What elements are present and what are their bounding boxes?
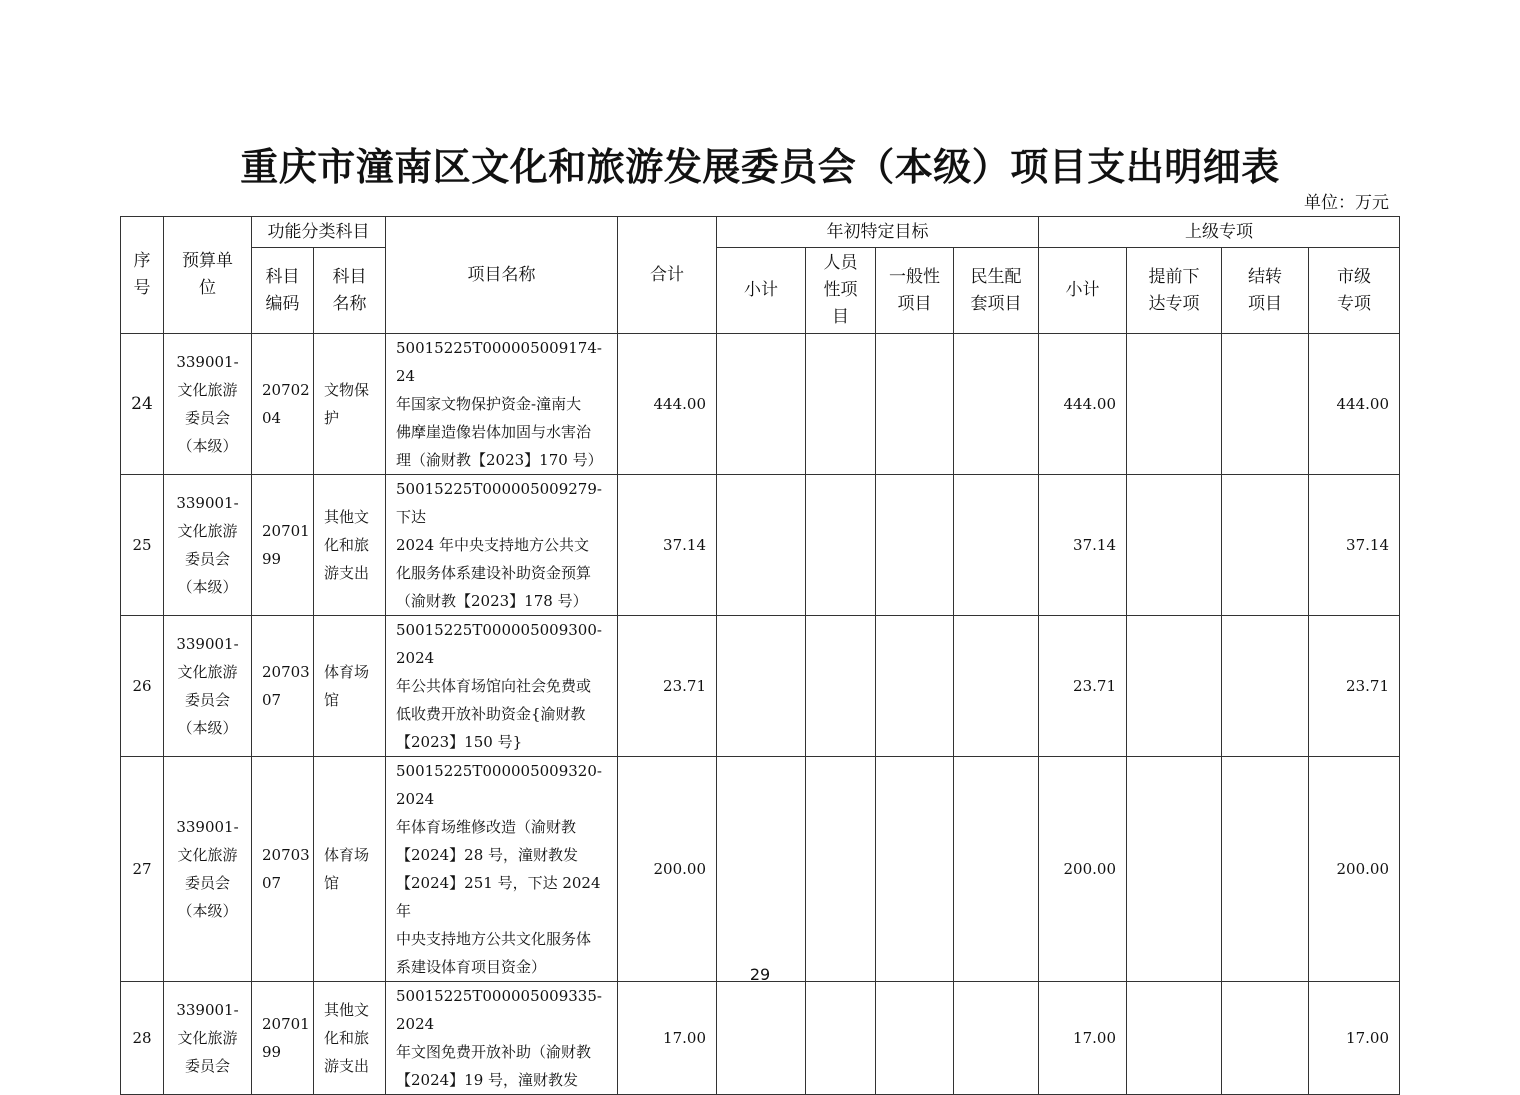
cell-city: 23.71 (1309, 616, 1400, 757)
cell-seq: 26 (121, 616, 164, 757)
header-city: 市级专项 (1309, 248, 1400, 334)
cell-project-line: 年国家文物保护资金-潼南大 (396, 395, 582, 413)
header-target-group: 年初特定目标 (717, 217, 1039, 248)
cell-city: 17.00 (1309, 982, 1400, 1095)
cell-personnel (806, 982, 876, 1095)
cell-project (386, 334, 618, 475)
cell-livelihood (954, 982, 1039, 1095)
cell-code-line: 07 (262, 874, 282, 892)
cell-code-line: 20701 (262, 1015, 310, 1033)
cell-subtotal (717, 757, 806, 982)
cell-unit-line: 文化旅游 (177, 663, 238, 681)
cell-name-line: 游支出 (324, 564, 370, 582)
cell-project-line: 50015225T000005009335-2024 (396, 987, 602, 1033)
cell-code-line: 20703 (262, 846, 310, 864)
cell-seq: 28 (121, 982, 164, 1095)
header-subtotal: 小计 (717, 248, 806, 334)
cell-total: 444.00 (618, 334, 717, 475)
cell-code (252, 475, 314, 616)
header-unit: 预算单位 (164, 217, 252, 334)
cell-advance (1127, 982, 1222, 1095)
cell-sup-subtotal: 37.14 (1039, 475, 1127, 616)
cell-name-line: 体育场 (324, 846, 370, 864)
cell-subtotal (717, 475, 806, 616)
cell-carryover (1222, 475, 1309, 616)
cell-unit-line: 339001- (176, 1001, 239, 1019)
cell-city: 200.00 (1309, 757, 1400, 982)
cell-livelihood (954, 475, 1039, 616)
cell-advance (1127, 616, 1222, 757)
cell-name (314, 616, 386, 757)
cell-livelihood (954, 616, 1039, 757)
cell-seq: 25 (121, 475, 164, 616)
header-personnel: 人员性项目 (806, 248, 876, 334)
cell-general (876, 982, 954, 1095)
cell-unit (164, 616, 252, 757)
cell-city: 37.14 (1309, 475, 1400, 616)
expenditure-table (120, 216, 1400, 1095)
cell-name-line: 馆 (324, 874, 340, 892)
cell-unit-line: 339001- (176, 818, 239, 836)
cell-name-line: 化和旅 (324, 1029, 370, 1047)
cell-name-line: 馆 (324, 691, 340, 709)
page-number: 29 (749, 965, 771, 984)
cell-project (386, 982, 618, 1095)
cell-project-line: 年文图免费开放补助（渝财教 (396, 1043, 592, 1061)
cell-carryover (1222, 757, 1309, 982)
cell-unit-line: 339001- (176, 353, 239, 371)
cell-sup-subtotal: 200.00 (1039, 757, 1127, 982)
header-superior-group: 上级专项 (1039, 217, 1400, 248)
header-total: 合计 (618, 217, 717, 334)
cell-unit-line: 339001- (176, 635, 239, 653)
cell-project-line: （渝财教【2023】178 号） (396, 592, 588, 610)
header-sup-subtotal: 小计 (1039, 248, 1127, 334)
cell-project (386, 475, 618, 616)
cell-project (386, 757, 618, 982)
cell-unit-line: 委员会 (184, 1057, 230, 1075)
cell-name (314, 334, 386, 475)
table-row (121, 616, 1400, 757)
header-project: 项目名称 (386, 217, 618, 334)
cell-project-line: 佛摩崖造像岩体加固与水害治 (396, 423, 592, 441)
cell-project (386, 616, 618, 757)
cell-project-line: 【2024】19 号，潼财教发 (396, 1071, 579, 1089)
cell-unit-line: 文化旅游 (177, 522, 238, 540)
cell-total: 23.71 (618, 616, 717, 757)
cell-total: 37.14 (618, 475, 717, 616)
cell-project-line: 中央支持地方公共文化服务体 (396, 930, 592, 948)
header-livelihood: 民生配套项目 (954, 248, 1039, 334)
cell-project-line: 年公共体育场馆向社会免费或 (396, 677, 592, 695)
cell-name (314, 982, 386, 1095)
table-row (121, 757, 1400, 982)
cell-subtotal (717, 982, 806, 1095)
cell-name-line: 文物保 (324, 381, 370, 399)
header-func-group: 功能分类科目 (252, 217, 386, 248)
cell-unit (164, 982, 252, 1095)
cell-sup-subtotal: 23.71 (1039, 616, 1127, 757)
cell-name (314, 475, 386, 616)
cell-project-line: 50015225T000005009320-2024 (396, 762, 602, 808)
header-seq: 序号 (121, 217, 164, 334)
cell-name-line: 体育场 (324, 663, 370, 681)
cell-project-line: 【2024】28 号，潼财教发 (396, 846, 579, 864)
cell-advance (1127, 757, 1222, 982)
cell-general (876, 334, 954, 475)
page-title: 重庆市潼南区文化和旅游发展委员会（本级）项目支出明细表 (240, 145, 1280, 189)
cell-project-line: 50015225T000005009300-2024 (396, 621, 602, 667)
cell-general (876, 475, 954, 616)
cell-name-line: 化和旅 (324, 536, 370, 554)
cell-carryover (1222, 982, 1309, 1095)
cell-project-line: 【2024】251 号，下达 2024 年 (396, 874, 601, 920)
cell-subtotal (717, 616, 806, 757)
table-row (121, 475, 1400, 616)
cell-unit (164, 334, 252, 475)
cell-unit-line: 文化旅游 (177, 381, 238, 399)
cell-project-line: 50015225T000005009279-下达 (396, 480, 602, 526)
cell-code (252, 757, 314, 982)
cell-unit-line: 339001- (176, 494, 239, 512)
cell-seq: 24 (121, 334, 164, 475)
cell-personnel (806, 334, 876, 475)
cell-project-line: 低收费开放补助资金{渝财教 (396, 705, 586, 723)
cell-unit-line: 委员会 (184, 874, 230, 892)
cell-livelihood (954, 334, 1039, 475)
table-row (121, 334, 1400, 475)
cell-carryover (1222, 334, 1309, 475)
cell-general (876, 616, 954, 757)
cell-project-line: 2024 年中央支持地方公共文 (396, 536, 589, 554)
cell-total: 17.00 (618, 982, 717, 1095)
cell-unit-line: （本级） (177, 902, 238, 920)
header-general: 一般性项目 (876, 248, 954, 334)
cell-name-line: 其他文 (324, 1001, 370, 1019)
cell-general (876, 757, 954, 982)
unit-label: 单位：万元 (1304, 193, 1389, 213)
cell-sup-subtotal: 444.00 (1039, 334, 1127, 475)
cell-code-line: 99 (262, 1043, 282, 1061)
cell-unit (164, 475, 252, 616)
cell-unit-line: 委员会 (184, 409, 230, 427)
cell-advance (1127, 334, 1222, 475)
cell-city: 444.00 (1309, 334, 1400, 475)
cell-personnel (806, 616, 876, 757)
cell-code (252, 334, 314, 475)
table-row (121, 982, 1400, 1095)
cell-sup-subtotal: 17.00 (1039, 982, 1127, 1095)
cell-project-line: 【2023】150 号} (396, 733, 523, 751)
cell-name (314, 757, 386, 982)
cell-code-line: 20703 (262, 663, 310, 681)
cell-personnel (806, 757, 876, 982)
cell-project-line: 年体育场维修改造（渝财教 (396, 818, 577, 836)
cell-code (252, 616, 314, 757)
cell-personnel (806, 475, 876, 616)
cell-unit-line: （本级） (177, 578, 238, 596)
cell-unit-line: （本级） (177, 719, 238, 737)
cell-name-line: 其他文 (324, 508, 370, 526)
cell-advance (1127, 475, 1222, 616)
cell-unit-line: 文化旅游 (177, 846, 238, 864)
cell-carryover (1222, 616, 1309, 757)
cell-total: 200.00 (618, 757, 717, 982)
cell-code-line: 99 (262, 550, 282, 568)
cell-project-line: 50015225T000005009174-24 (396, 339, 602, 385)
cell-code-line: 20702 (262, 381, 310, 399)
cell-project-line: 化服务体系建设补助资金预算 (396, 564, 592, 582)
cell-subtotal (717, 334, 806, 475)
cell-unit-line: 委员会 (184, 691, 230, 709)
cell-name-line: 游支出 (324, 1057, 370, 1075)
cell-unit-line: （本级） (177, 437, 238, 455)
cell-unit-line: 文化旅游 (177, 1029, 238, 1047)
cell-code (252, 982, 314, 1095)
cell-unit (164, 757, 252, 982)
header-carryover: 结转项目 (1222, 248, 1309, 334)
cell-code-line: 20701 (262, 522, 310, 540)
cell-code-line: 04 (262, 409, 282, 427)
cell-code-line: 07 (262, 691, 282, 709)
cell-name-line: 护 (324, 409, 340, 427)
header-advance: 提前下达专项 (1127, 248, 1222, 334)
cell-unit-line: 委员会 (184, 550, 230, 568)
cell-project-line: 理（渝财教【2023】170 号） (396, 451, 603, 469)
cell-livelihood (954, 757, 1039, 982)
header-code: 科目编码 (252, 248, 314, 334)
cell-seq: 27 (121, 757, 164, 982)
cell-project-line: 系建设体育项目资金） (396, 958, 547, 976)
header-name: 科目名称 (314, 248, 386, 334)
